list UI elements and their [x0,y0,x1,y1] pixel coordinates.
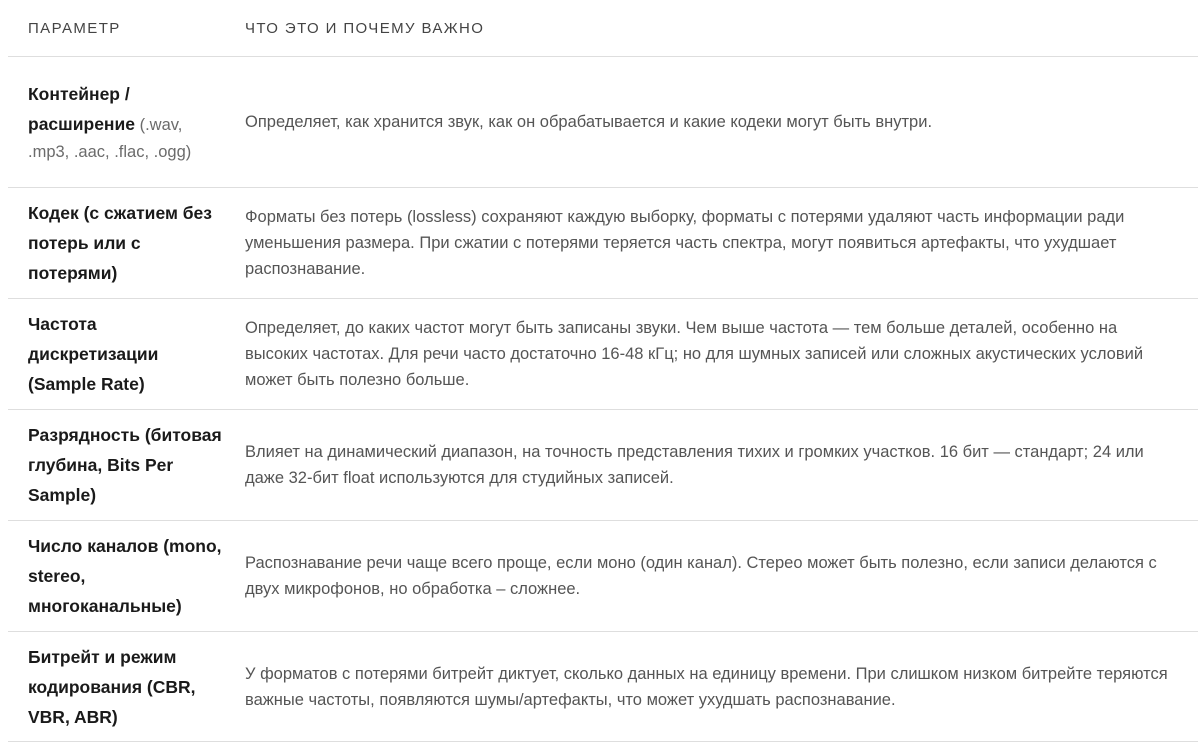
table-header-row [8,0,1198,57]
column-header-description: ЧТО ЭТО И ПОЧЕМУ ВАЖНО [245,19,485,37]
param-name: Число каналов (mono, stereo, многоканальные) [28,536,222,616]
description-cell: Определяет, как хранится звук, как он обрабатывается и какие кодеки могут быть внутри. [245,113,933,131]
param-name: Частота дискретизации (Sample Rate) [28,314,159,394]
table-row [8,57,1198,188]
description-cell: Форматы без потерь (lossless) сохраняют каждую выборку, форматы с потерями удаляют часть информации ради уменьшения размера. При сжатии с потерями теряется часть спектра, могут появиться артефакты, что ухудшает распознавание. [245,208,1125,278]
param-cell [8,79,225,165]
description-cell: Влияет на динамический диапазон, на точность представления тихих и громких участков. 16 бит — стандарт; 24 или даже 32-бит float используются для студийных записей. [245,443,1144,487]
param-name: Контейнер / расширение [28,84,135,134]
description-cell: У форматов с потерями битрейт диктует, сколько данных на единицу времени. При слишком низком битрейте теряются важные частоты, появляются шумы/артефакты, что может ухудшать распознавание. [245,664,1168,709]
param-name: Разрядность (битовая глубина, Bits Per Sample) [28,425,222,505]
column-header-param: ПАРАМЕТР [28,19,121,37]
param-extensions: (.wav, .mp3, .aac, .flac, .ogg) [28,116,192,161]
table-row [8,632,1198,742]
param-name: Битрейт и режим кодирования (CBR, VBR, ABR) [28,646,196,727]
param-name: Кодек (с сжатием без потерь или с потерями) [28,203,212,283]
table-row [8,410,1198,521]
table-row [8,299,1198,410]
table-row [8,521,1198,632]
description-cell: Распознавание речи чаще всего проще, если моно (один канал). Стерео может быть полезно, если записи делаются с двух микрофонов, но обработка – сложнее. [245,554,1157,598]
table-row [8,188,1198,299]
audio-parameters-table [8,0,1198,742]
description-cell: Определяет, до каких частот могут быть записаны звуки. Чем выше частота — тем больше деталей, особенно на высоких частотах. Для речи часто достаточно 16-48 кГц; но для шумных записей или сложных акустических условий может быть полезно больше. [245,319,1144,389]
